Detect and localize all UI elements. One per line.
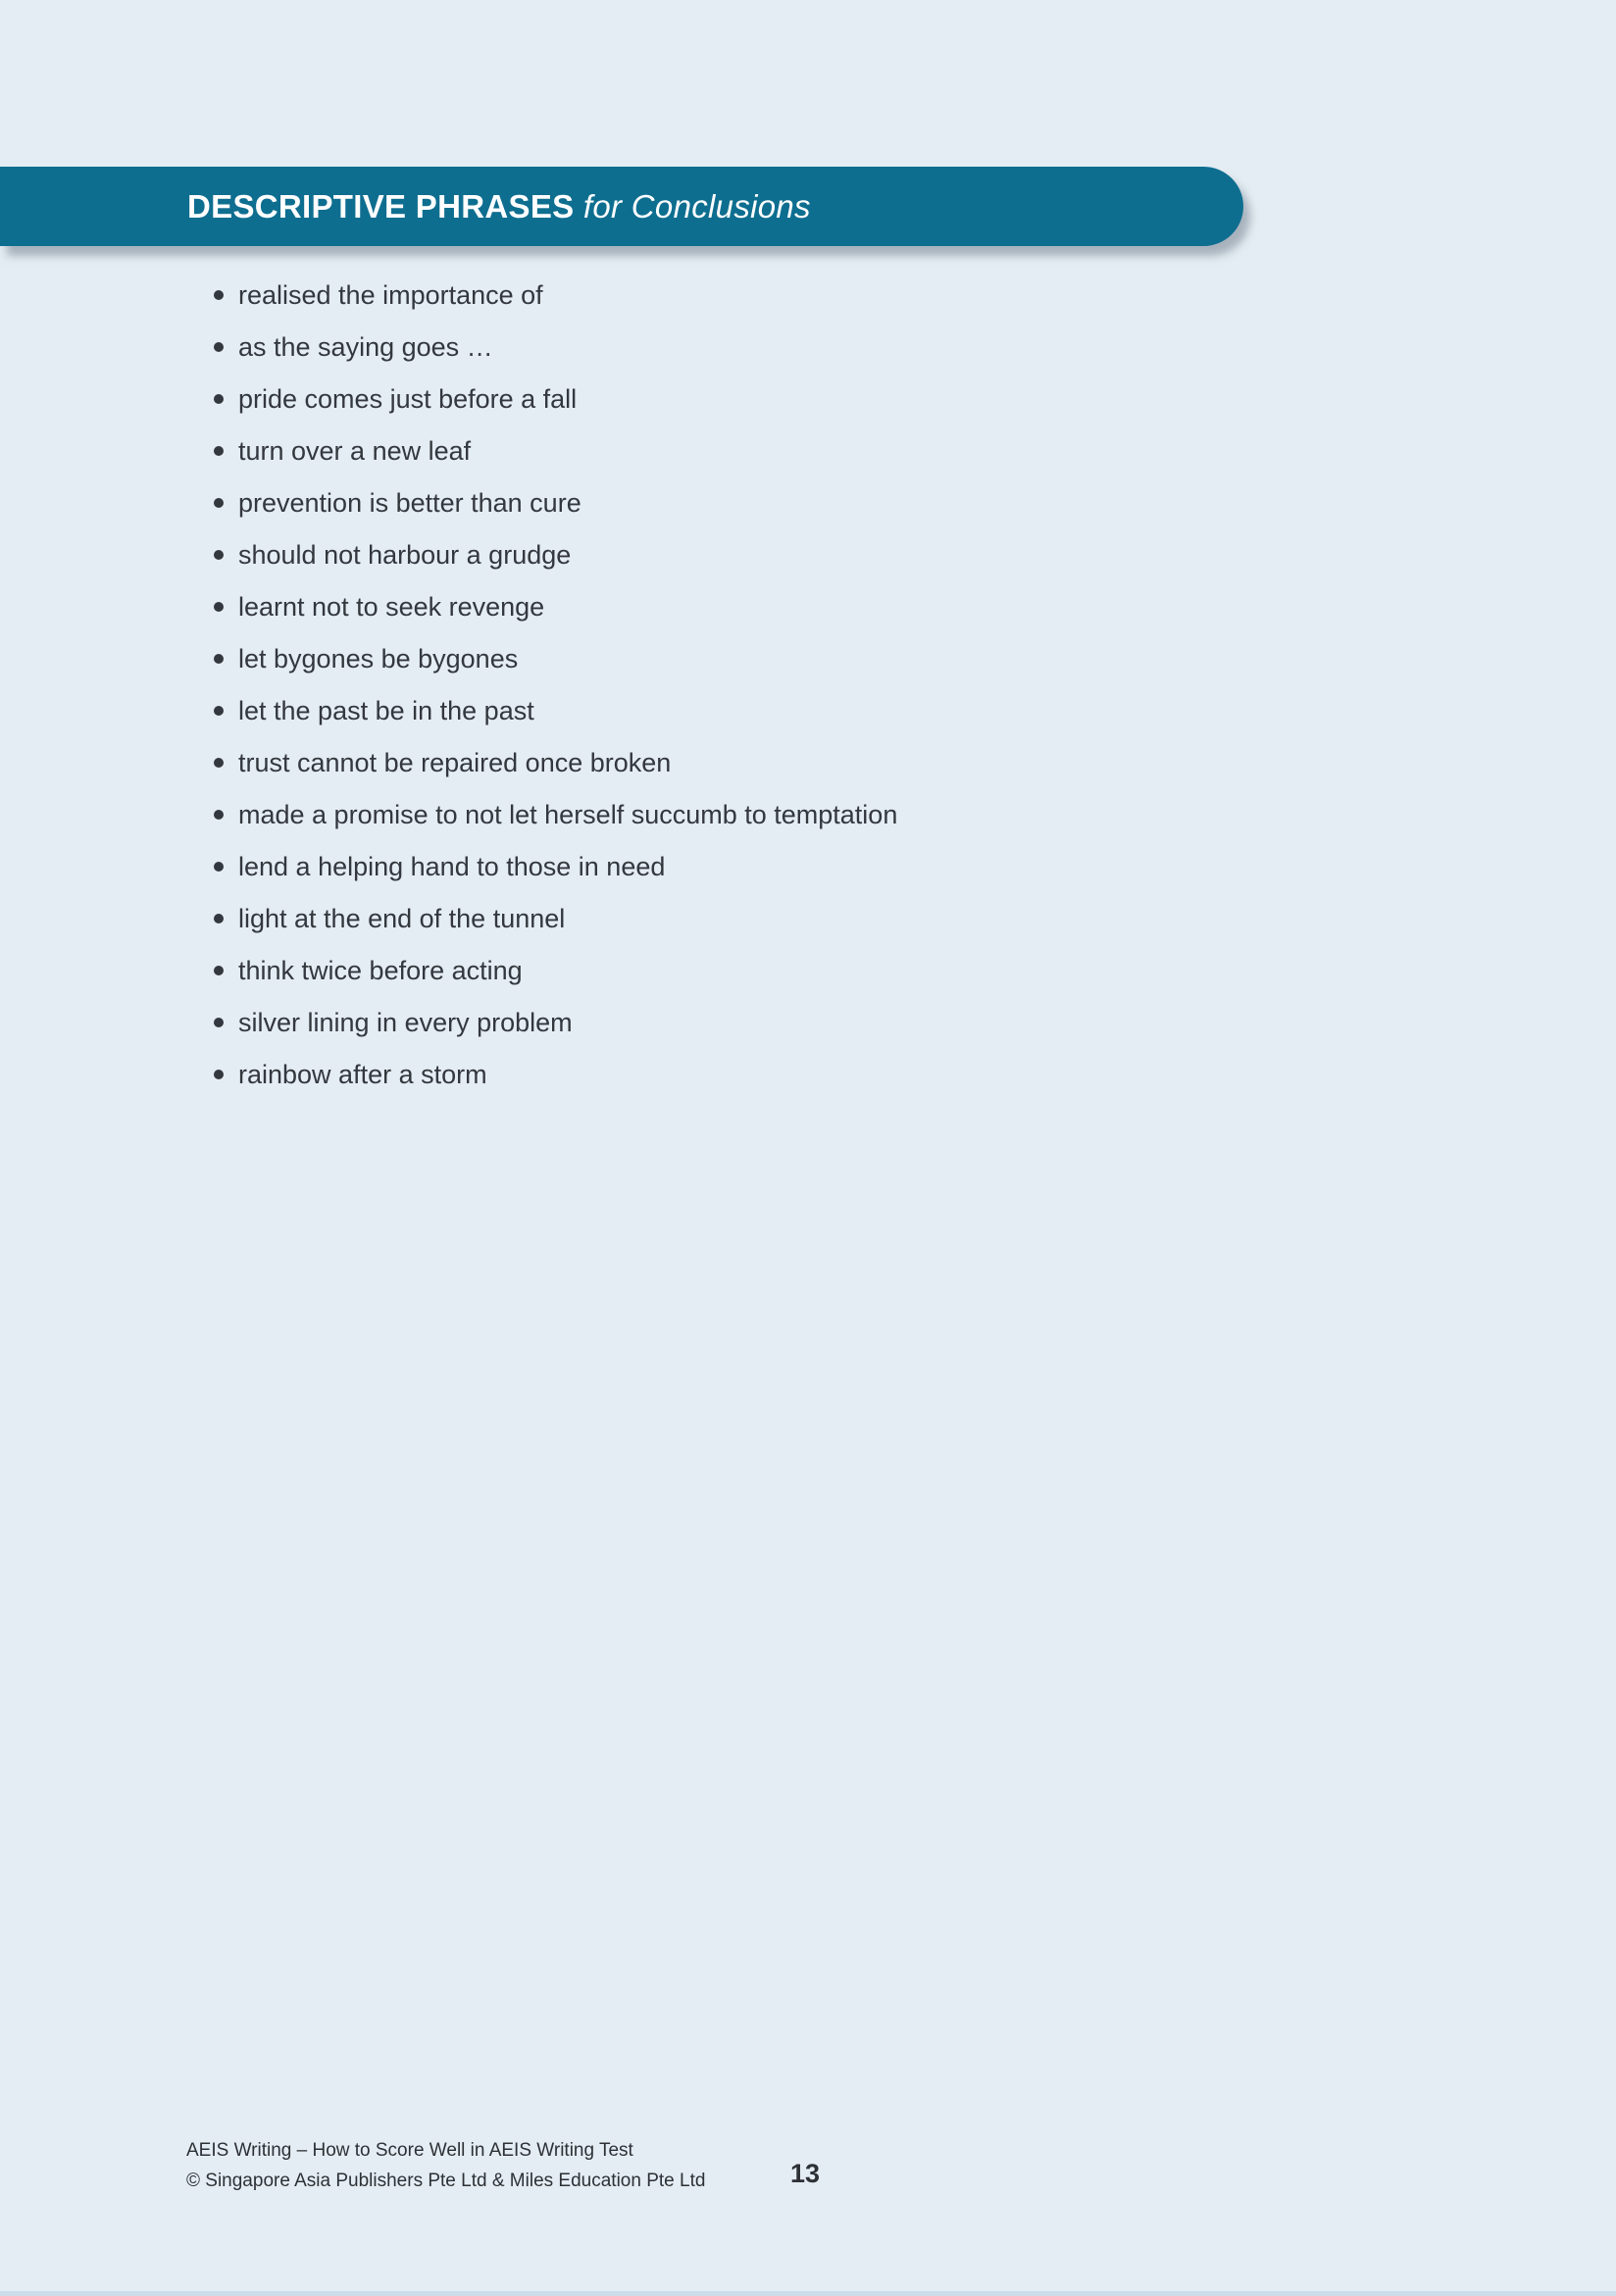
phrase-text: as the saying goes … [238,332,493,362]
list-item [214,386,1292,413]
bullet-icon [214,498,224,508]
page-number: 13 [790,2159,821,2188]
phrase-text: turn over a new leaf [238,436,472,466]
phrase-text: learnt not to seek revenge [238,592,545,622]
phrase-text: should not harbour a grudge [238,540,572,570]
phrase-text: pride comes just before a fall [238,384,578,414]
bullet-icon [214,810,224,820]
phrase-text: light at the end of the tunnel [238,904,566,933]
phrase-text: think twice before acting [238,956,523,985]
page-title-subtitle: for Conclusions [574,187,811,225]
bullet-icon [214,1070,224,1079]
page-title [187,188,811,225]
list-item [214,958,1292,984]
page-bottom-edge [0,2291,1616,2296]
bullet-icon [214,602,224,612]
list-item [214,542,1292,569]
bullet-icon [214,550,224,560]
list-item [214,698,1292,724]
bullet-icon [214,706,224,716]
phrase-text: let bygones be bygones [238,644,519,674]
list-item [214,594,1292,621]
phrase-text: trust cannot be repaired once broken [238,748,672,777]
header-banner [0,167,1243,246]
list-item [214,646,1292,673]
list-item [214,282,1292,309]
footer [186,2135,705,2196]
list-item [214,854,1292,880]
phrase-text: prevention is better than cure [238,488,581,518]
bullet-icon [214,862,224,872]
bullet-icon [214,394,224,404]
bullet-icon [214,654,224,664]
bullet-icon [214,446,224,456]
bullet-icon [214,966,224,975]
page-title-main: DESCRIPTIVE PHRASES [187,187,575,225]
list-item [214,438,1292,465]
list-item [214,1062,1292,1088]
bullet-icon [214,290,224,300]
phrase-text: lend a helping hand to those in need [238,852,666,881]
list-item [214,490,1292,517]
list-item [214,334,1292,361]
footer-book-title: AEIS Writing – How to Score Well in AEIS Writing Test [186,2140,633,2161]
phrase-text: let the past be in the past [238,696,534,725]
footer-copyright: © Singapore Asia Publishers Pte Ltd & Miles Education Pte Ltd [186,2171,706,2191]
list-item [214,802,1292,828]
phrase-list [214,282,1292,1114]
phrase-text: rainbow after a storm [238,1060,487,1089]
list-item [214,1010,1292,1036]
bullet-icon [214,914,224,923]
list-item [214,750,1292,776]
bullet-icon [214,758,224,768]
phrase-text: made a promise to not let herself succumb to temptation [238,800,898,829]
phrase-text: realised the importance of [238,280,543,310]
list-item [214,906,1292,932]
bullet-icon [214,342,224,352]
bullet-icon [214,1018,224,1027]
phrase-text: silver lining in every problem [238,1008,573,1037]
